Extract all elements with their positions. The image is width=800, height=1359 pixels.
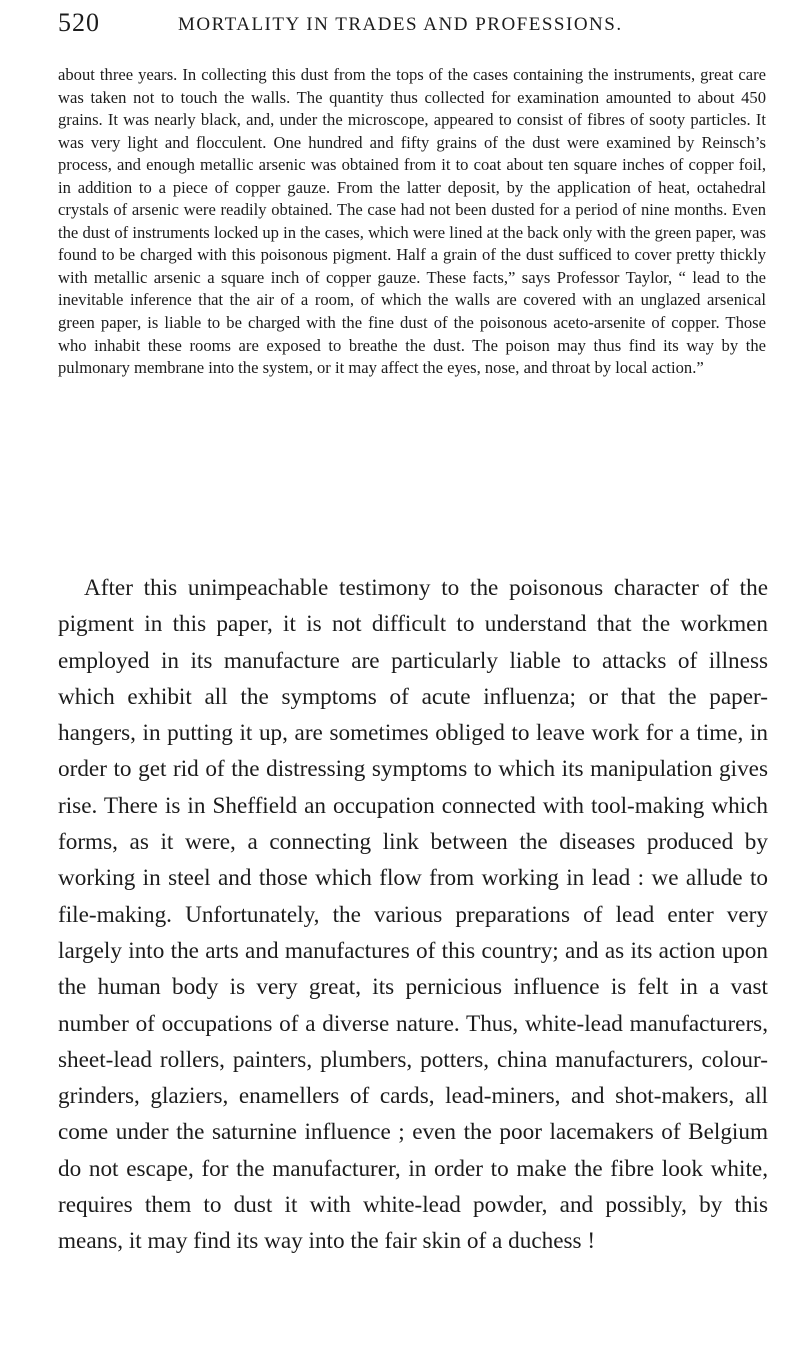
main-paragraph: After this unimpeachable testimony to the poisonous character of the pigment in this paper, it is not difficult to understand that the workmen employed in its manufacture are particularly liable to attacks of illness which exhibit all the symptoms of acute influenza; or that the paper-hangers, in putting it up, are sometimes obliged to leave work for a time, in order to get rid of the distressing symptoms to which its manipulation gives rise. There is in Sheffield an occupation connected with tool-making which forms, as it were, a connecting link between the diseases produced by working in steel and those which flow from working in lead : we allude to file-making. Unfortunately, the various preparations of lead enter very largely into the arts and manufactures of this country; and as its action upon the human body is very great, its pernicious influence is felt in a vast number of occupations of a diverse nature. Thus, white-lead manufacturers, sheet-lead rollers, painters, plumbers, potters, china manufacturers, colour-grinders, glaziers, enamellers of cards, lead-miners, and shot-makers, all come under the saturnine influence ; even the poor lacemakers of Belgium do not escape, for the manufacturer, in order to make the fibre look white, requires them to dust it with white-lead powder, and possibly, by this means, it may find its way into the fair skin of a duchess ! — [58, 575, 768, 1255]
running-head — [58, 8, 766, 48]
page-number: 520 — [58, 8, 100, 37]
quoted-passage — [58, 64, 766, 380]
quote-paragraph: about three years. In collecting this dust from the tops of the cases containing the instruments, great care was taken not to touch the walls. The quantity thus collected for examination amounted to about 450 grains. It was nearly black, and, under the microscope, appeared to consist of fibres of sooty particles. It was very light and flocculent. One hundred and fifty grains of the dust were examined by Reinsch’s process, and enough metallic arsenic was obtained from it to coat about ten square inches of copper foil, in addition to a piece of copper gauze. From the latter deposit, by the application of heat, octahedral crystals of arsenic were readily obtained. The case had not been dusted for a period of nine months. Even the dust of instruments locked up in the cases, which were lined at the back only with the green paper, was found to be charged with this poisonous pigment. Half a grain of the dust sufficed to cover pretty thickly with metallic arsenic a square inch of copper gauze. These facts,” says Professor Taylor, “ lead to the inevitable inference that the air of a room, of which the walls are covered with an unglazed arsenical green paper, is liable to be charged with the fine dust of the poisonous aceto-arsenite of copper. Those who inhabit these rooms are exposed to breathe the dust. The poison may thus find its way by the pulmonary membrane into the system, or it may affect the eyes, nose, and throat by local action.” — [58, 65, 766, 378]
body-text — [58, 570, 768, 1260]
running-title: MORTALITY IN TRADES AND PROFESSIONS. — [178, 14, 623, 35]
